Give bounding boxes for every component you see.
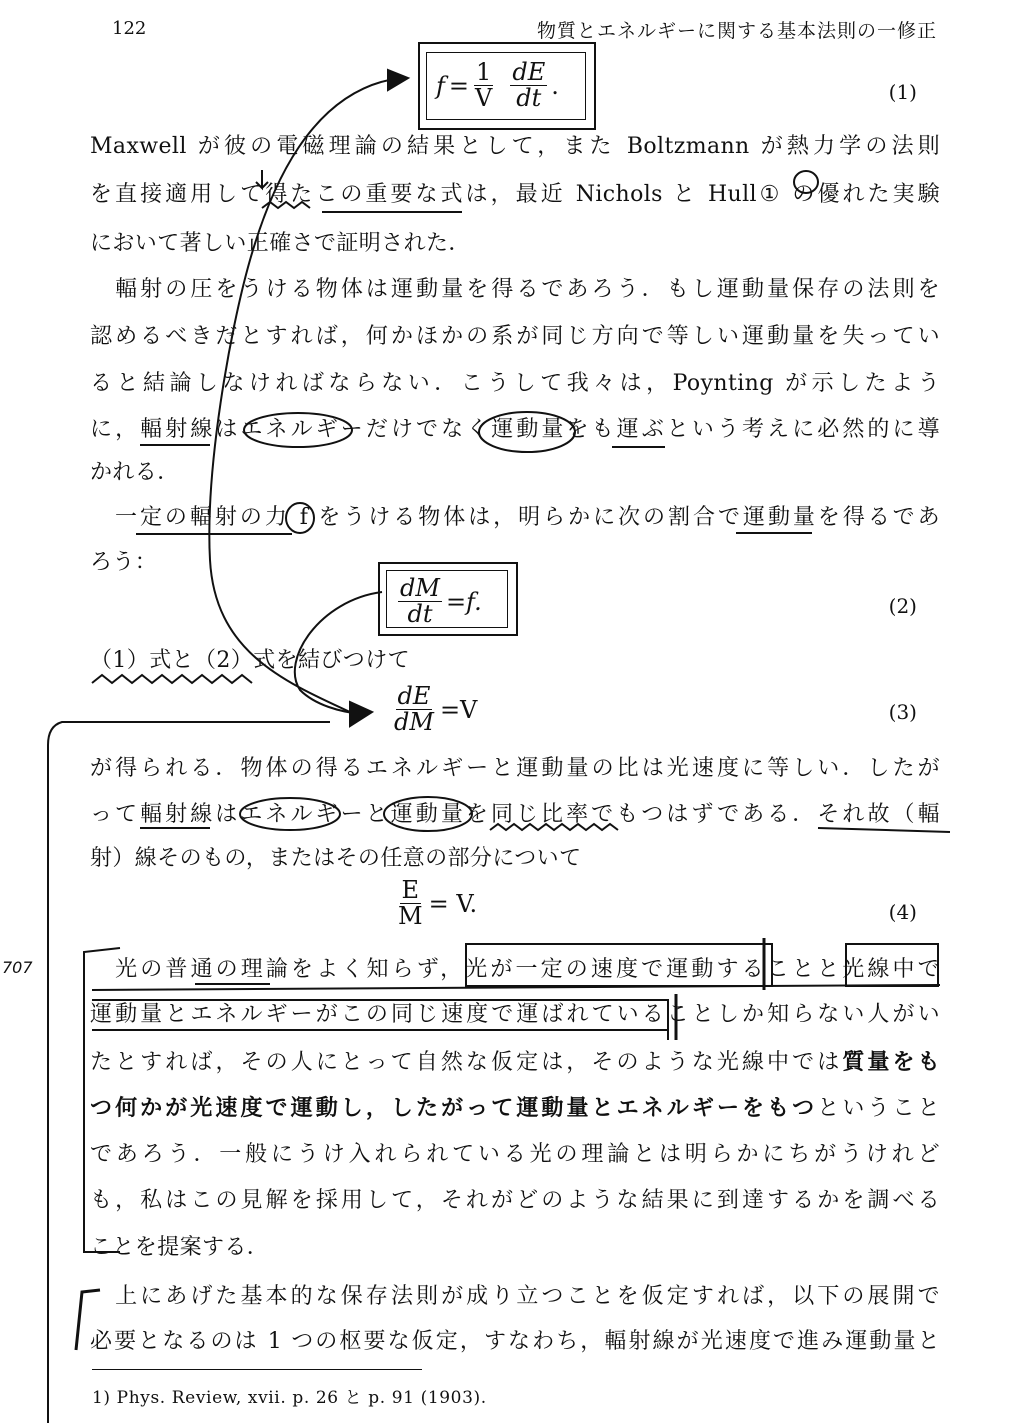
equation-4-den: M [398,902,423,931]
equation-3 [392,684,477,735]
text-line-18-plain: ということ [817,1096,940,1121]
text-line-4: 輻射の圧をうける物体は運動量を得るであろう．もし運動量保存の法則を [90,277,940,302]
text-line-20: も，私はこの見解を採用して，それがどのような結果に到達するかを調べる [90,1188,940,1213]
running-head: 物質とエネルギーに関する基本法則の一修正 [536,20,937,42]
text-line-3: において著しい正確さで証明された． [90,231,471,256]
text-line-1: Maxwell が彼の電磁理論の結果として，また Boltzmann が熱力学の法則 [90,134,940,159]
text-line-17 [90,1047,940,1078]
equation-2-den: dt [407,600,433,629]
text-line-13: って輻射線はエネルギーと運動量を同じ比率でもつはずである．それ故（輻 [90,802,940,827]
text-line-18-bold: つ何かが光速度で運動し，したがって運動量とエネルギーをもつ [90,1095,818,1121]
equation-4-rhs: = V. [428,889,478,918]
text-line-12: が得られる．物体の得るエネルギーと運動量の比は光速度に等しい．したが [90,756,940,781]
equation-4-num: E [401,876,420,904]
equation-1-lhs: f [436,71,445,100]
text-line-17-plain: たとすれば，その人にとって自然な仮定は，そのような光線中では [90,1050,843,1075]
equation-2-num: dM [400,574,440,602]
text-line-18 [90,1093,940,1124]
text-line-19: であろう．一般にうけ入れられている光の理論とは明らかにちがうけれど [90,1142,940,1167]
equation-1-fraction-a [473,60,494,111]
equation-2-fraction [398,576,442,627]
text-line-15: 光の普通の理論をよく知らず，光が一定の速度で運動することと光線中で [90,957,940,982]
text-line-22: 上にあげた基本的な保存法則が成り立つことを仮定すれば，以下の展開で [90,1284,940,1309]
equation-3-den: dM [394,708,434,737]
equation-1-b-den: dt [516,84,542,113]
equation-4 [396,878,477,929]
text-line-16: 運動量とエネルギーがこの同じ速度で運ばれていることしか知らない人がい [90,1002,940,1027]
equation-3-rhs: =V [439,695,478,724]
text-line-6: ると結論しなければならない．こうして我々は，Poynting が示したよう [90,371,940,396]
footnote: 1) Phys. Review, xvii. p. 26 と p. 91 (1903). [92,1388,487,1408]
text-line-14: 射）線そのもの，またはその任意の部分について [90,846,582,871]
equation-3-label: (3) [888,700,917,724]
text-line-8: かれる． [90,460,180,485]
equation-1-period: . [551,71,559,100]
text-line-2: を直接適用して得たこの重要な式は，最近 Nichols と Hull① の優れた実験 [90,182,940,207]
text-line-7: に，輻射線はエネルギーだけでなく運動量をも運ぶという考えに必然的に導 [90,417,940,442]
equation-3-fraction [392,684,436,735]
text-line-9: 一定の輻射の力 f をうける物体は，明らかに次の割合で運動量を得るであ [90,505,940,530]
equation-1-equals: = [448,71,469,100]
equation-1 [436,60,559,111]
text-line-21: ことを提案する． [90,1235,270,1260]
equation-1-a-den: V [475,84,493,113]
arrow-head-top [388,70,408,90]
equation-3-num: dE [397,682,431,710]
equation-2-label: (2) [888,594,917,618]
underline-9 [92,985,940,990]
text-line-10: ろう： [90,550,158,575]
text-line-23: 必要となるのは 1 つの枢要な仮定，すなわち，輻射線が光速度で進み運動量と [90,1329,940,1354]
margin-page-number: 707 [2,958,33,977]
equation-2-rhs: =f. [445,587,482,616]
equation-1-a-num: 1 [476,58,492,86]
equation-4-label: (4) [888,900,917,924]
footnote-rule [92,1369,422,1370]
equation-2 [398,576,482,627]
text-line-17-bold: 質量をも [842,1049,941,1075]
equation-4-fraction [396,878,425,929]
arrow-head-bottom [350,702,372,726]
text-line-11: （1）式と（2）式を結びつけて [90,648,410,673]
wavy-underline-1 [92,675,252,683]
equation-1-label: (1) [888,80,917,104]
text-line-5: 認めるべきだとすれば，何かほかの系が同じ方向で等しい運動量を失ってい [90,324,940,349]
page-number: 122 [112,18,147,39]
equation-1-fraction-b [510,60,547,111]
equation-1-b-num: dE [512,58,546,86]
